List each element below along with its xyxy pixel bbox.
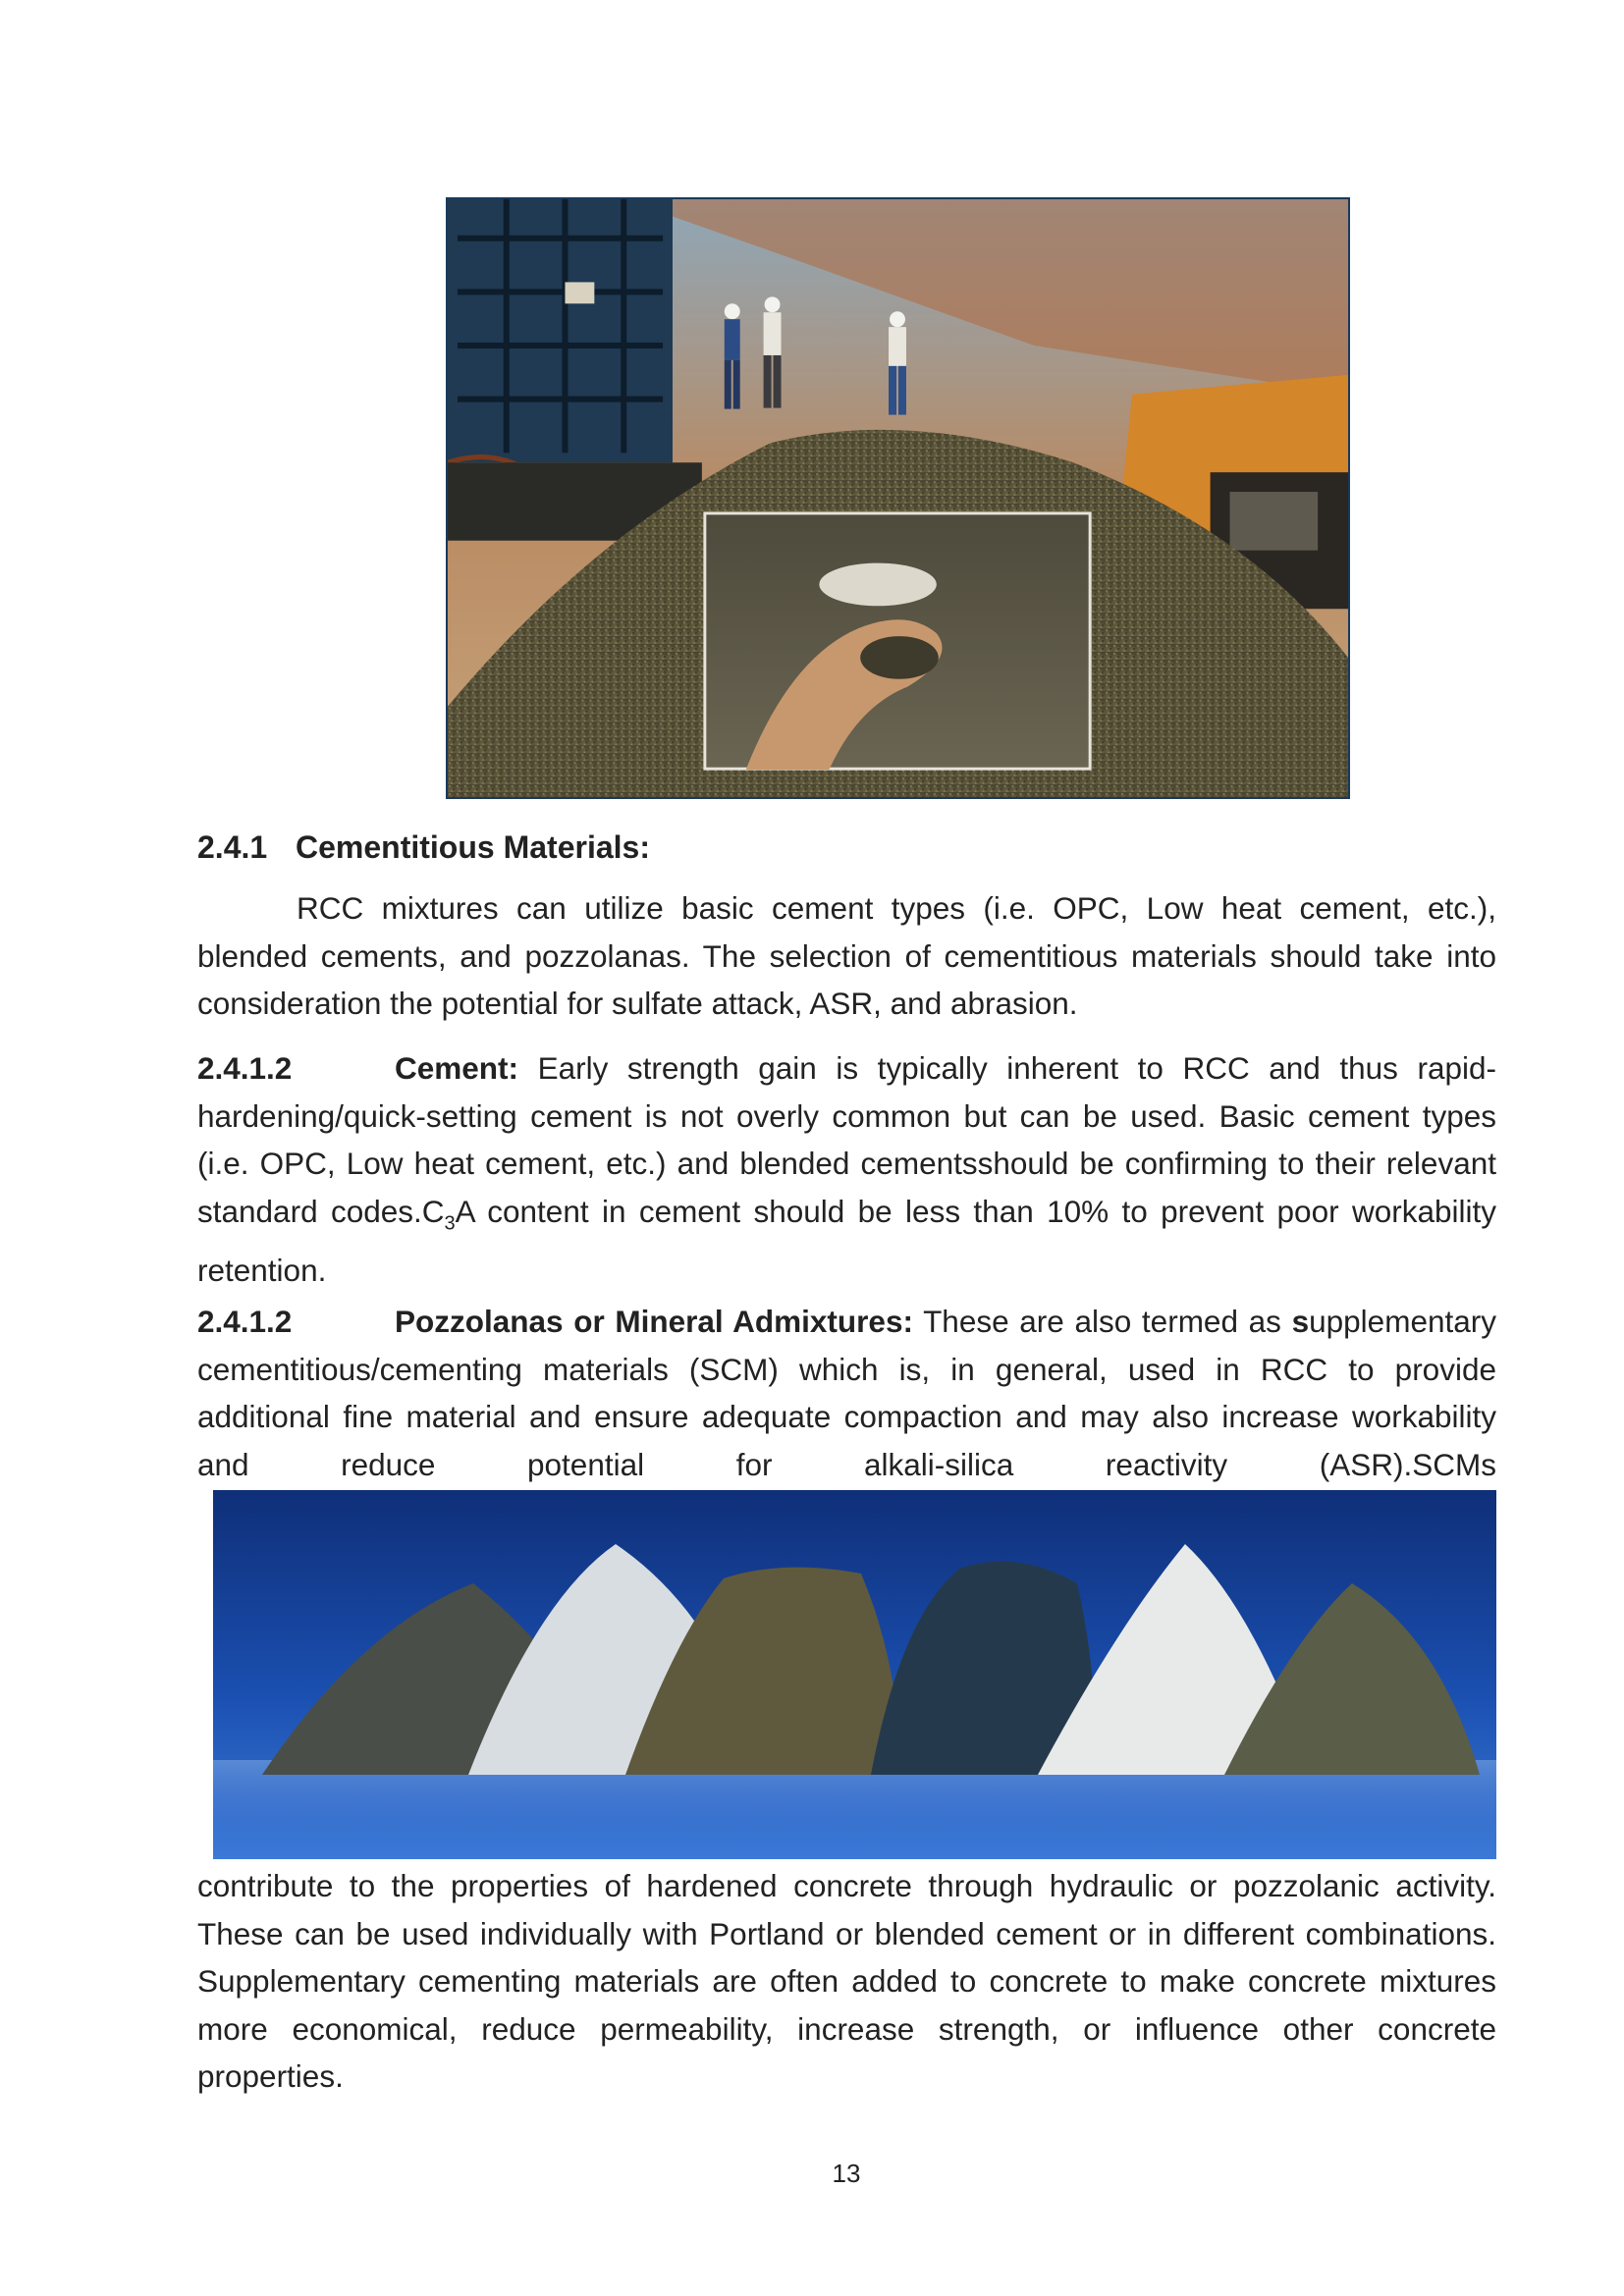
surface-reflection bbox=[213, 1760, 1496, 1859]
rcc-material-pile-photo bbox=[446, 197, 1350, 799]
section-number: 2.4.1 bbox=[197, 829, 268, 865]
cement-subsection-number: 2.4.1.2 bbox=[197, 1050, 293, 1086]
page-number: 13 bbox=[832, 2159, 861, 2188]
continuation-text: contribute to the properties of hardened concrete through hydraulic or pozzolanic activity. These can be used individually with Portland or blended cement or in different combinations. Supplementary cementing materials are often added to concrete to make concrete mixtures more economical, reduce permeability, increase strength, or influence other concrete properties. bbox=[197, 1868, 1496, 2094]
section-title: Cementitious Materials: bbox=[296, 829, 650, 865]
hand-sample-inset bbox=[705, 513, 1090, 770]
dump-truck bbox=[448, 199, 702, 541]
supplementary-materials-piles-photo bbox=[213, 1490, 1496, 1859]
pozzolanas-paragraph bbox=[197, 1298, 1496, 1488]
continuation-paragraph bbox=[197, 1862, 1496, 2101]
section-heading bbox=[197, 828, 650, 867]
cement-paragraph bbox=[197, 1044, 1496, 1295]
intro-text: RCC mixtures can utilize basic cement types (i.e. OPC, Low heat cement, etc.), blended cements, and pozzolanas. The selection of cementitious materials should take into consideration the potential for sulfate attack, ASR, and abrasion. bbox=[197, 890, 1496, 1021]
rcc-material-pile-image bbox=[448, 199, 1348, 797]
cement-subsection-title: Cement: bbox=[395, 1050, 519, 1086]
pozzolanas-text-rest: upplementary cementitious/cementing materials (SCM) which is, in general, used in RCC to provide additional fine material and ensure adequate compaction and may also increase workability and reduce potential for alkali-silica reactivity (ASR).SCMs bbox=[197, 1304, 1496, 1482]
cement-text-before: Early strength gain is typically inherent to RCC and thus rapid-hardening/quick-setting cement is not overly common but can be used. Basic cement types (i.e. OPC, Low heat cement, etc.) and blended cementsshould be confirming to their relevant standard codes.C bbox=[197, 1050, 1496, 1229]
intro-paragraph bbox=[197, 884, 1496, 1028]
cement-text-after: A content in cement should be less than 10% to prevent poor workability retention. bbox=[197, 1193, 1496, 1289]
scm-piles-image bbox=[213, 1490, 1496, 1859]
pozzolanas-subsection-number: 2.4.1.2 bbox=[197, 1304, 293, 1339]
pozzolanas-bold-letter: s bbox=[1291, 1304, 1310, 1339]
pozzolanas-subsection-title: Pozzolanas or Mineral Admixtures: bbox=[395, 1304, 913, 1339]
cement-subscript: 3 bbox=[444, 1211, 456, 1234]
pozzolanas-text-lead: These are also termed as bbox=[923, 1304, 1292, 1339]
